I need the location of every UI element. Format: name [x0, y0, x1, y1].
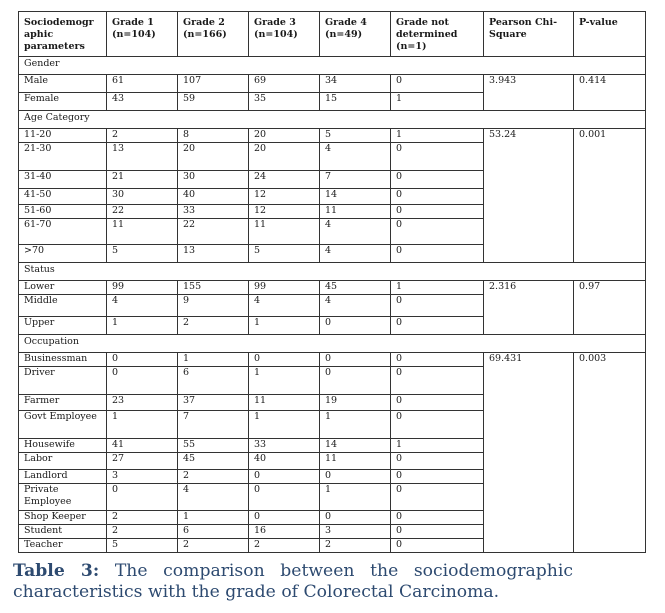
table-cell: 69 [249, 75, 320, 93]
p-value: 0.003 [574, 353, 646, 553]
p-value: 0.001 [574, 129, 646, 263]
table-cell: 33 [249, 439, 320, 453]
table-cell: 34 [320, 75, 391, 93]
table-cell: 1 [107, 411, 178, 439]
table-cell: 59 [178, 93, 249, 111]
table-cell: 20 [249, 129, 320, 143]
table-cell: 43 [107, 93, 178, 111]
table-cell: 2 [107, 511, 178, 525]
row-label: Lower [19, 281, 107, 295]
table-cell: 2 [107, 129, 178, 143]
table-cell: 5 [249, 245, 320, 263]
table-cell: 7 [178, 411, 249, 439]
table-cell: 35 [249, 93, 320, 111]
table-cell: 0 [107, 353, 178, 367]
table-cell: 11 [107, 219, 178, 245]
table-cell: 9 [178, 295, 249, 317]
table-cell: 0 [391, 171, 484, 189]
table-cell: 0 [391, 470, 484, 484]
table-cell: 0 [391, 205, 484, 219]
section-header-row [19, 111, 646, 129]
table-cell: 0 [391, 511, 484, 525]
row-label: Shop Keeper [19, 511, 107, 525]
table-cell: 5 [107, 245, 178, 263]
header-cell: P-value [574, 12, 646, 57]
row-label: >70 [19, 245, 107, 263]
row-label: Private Employee [19, 484, 107, 511]
table-cell: 0 [249, 511, 320, 525]
table-cell: 23 [107, 395, 178, 411]
table-cell: 2 [107, 525, 178, 539]
table-cell: 1 [249, 411, 320, 439]
table-cell: 0 [107, 484, 178, 511]
table-cell: 0 [391, 295, 484, 317]
p-value: 0.414 [574, 75, 646, 111]
row-label: Landlord [19, 470, 107, 484]
table-cell: 0 [391, 143, 484, 171]
header-row [19, 12, 646, 57]
table-cell: 27 [107, 453, 178, 470]
row-label: Businessman [19, 353, 107, 367]
table-cell: 45 [320, 281, 391, 295]
table-cell: 1 [391, 281, 484, 295]
chi-square-value: 2.316 [484, 281, 574, 335]
table-cell: 2 [178, 470, 249, 484]
table-cell: 22 [178, 219, 249, 245]
table-cell: 1 [178, 353, 249, 367]
section-title: Gender [19, 57, 646, 75]
table-cell: 21 [107, 171, 178, 189]
table-cell: 2 [249, 539, 320, 553]
table-cell: 0 [391, 484, 484, 511]
header-cell: Pearson Chi-Square [484, 12, 574, 57]
table-cell: 20 [249, 143, 320, 171]
table-cell: 19 [320, 395, 391, 411]
table-row [19, 353, 646, 367]
table-cell: 5 [107, 539, 178, 553]
table-cell: 11 [320, 453, 391, 470]
row-label: Driver [19, 367, 107, 395]
table-cell: 0 [249, 484, 320, 511]
table-cell: 61 [107, 75, 178, 93]
table-cell: 11 [249, 395, 320, 411]
table-cell: 0 [391, 539, 484, 553]
header-cell: Grade not determined (n=1) [391, 12, 484, 57]
data-table [18, 11, 646, 553]
table-cell: 41 [107, 439, 178, 453]
table-cell: 99 [249, 281, 320, 295]
table-cell: 4 [320, 219, 391, 245]
section-header-row [19, 335, 646, 353]
table-cell: 2 [320, 539, 391, 553]
row-label: Housewife [19, 439, 107, 453]
table-cell: 4 [320, 295, 391, 317]
row-label: 31-40 [19, 171, 107, 189]
table-cell: 1 [391, 439, 484, 453]
table-cell: 20 [178, 143, 249, 171]
table-cell: 4 [320, 143, 391, 171]
table-cell: 8 [178, 129, 249, 143]
table-cell: 4 [107, 295, 178, 317]
table-cell: 40 [249, 453, 320, 470]
table-cell: 3 [320, 525, 391, 539]
row-label: Male [19, 75, 107, 93]
table-cell: 0 [391, 75, 484, 93]
header-cell: Grade 4 (n=49) [320, 12, 391, 57]
chi-square-value: 3.943 [484, 75, 574, 111]
table-cell: 2 [178, 317, 249, 335]
table-cell: 1 [391, 129, 484, 143]
row-label: 21-30 [19, 143, 107, 171]
table-cell: 13 [107, 143, 178, 171]
table-cell: 0 [320, 353, 391, 367]
table-cell: 0 [391, 367, 484, 395]
p-value: 0.97 [574, 281, 646, 335]
table-cell: 0 [249, 353, 320, 367]
row-label: Upper [19, 317, 107, 335]
table-cell: 4 [320, 245, 391, 263]
section-header-row [19, 57, 646, 75]
row-label: 61-70 [19, 219, 107, 245]
table-body [19, 57, 646, 553]
header-cell: Grade 1 (n=104) [107, 12, 178, 57]
row-label: Farmer [19, 395, 107, 411]
row-label: 51-60 [19, 205, 107, 219]
table-cell: 0 [391, 353, 484, 367]
table-cell: 55 [178, 439, 249, 453]
table-cell: 155 [178, 281, 249, 295]
table-cell: 6 [178, 525, 249, 539]
row-label: Teacher [19, 539, 107, 553]
table-cell: 0 [320, 511, 391, 525]
header-cell: Sociodemogr aphic parameters [19, 12, 107, 57]
table-cell: 1 [178, 511, 249, 525]
section-title: Status [19, 263, 646, 281]
table-cell: 12 [249, 189, 320, 205]
chi-square-value: 53.24 [484, 129, 574, 263]
table-cell: 0 [320, 367, 391, 395]
table-cell: 1 [249, 367, 320, 395]
table-cell: 1 [320, 411, 391, 439]
table-cell: 99 [107, 281, 178, 295]
header-cell: Grade 2 (n=166) [178, 12, 249, 57]
section-title: Age Category [19, 111, 646, 129]
table-cell: 15 [320, 93, 391, 111]
row-label: Labor [19, 453, 107, 470]
section-header-row [19, 263, 646, 281]
section-title: Occupation [19, 335, 646, 353]
table-cell: 14 [320, 189, 391, 205]
table-cell: 0 [391, 245, 484, 263]
table-caption [13, 561, 573, 603]
table-cell: 0 [320, 317, 391, 335]
table-cell: 0 [249, 470, 320, 484]
chi-square-value: 69.431 [484, 353, 574, 553]
table-cell: 0 [391, 317, 484, 335]
table-cell: 2 [178, 539, 249, 553]
table-row [19, 281, 646, 295]
table-cell: 37 [178, 395, 249, 411]
row-label: Female [19, 93, 107, 111]
table-cell: 24 [249, 171, 320, 189]
table-cell: 0 [320, 470, 391, 484]
table-cell: 11 [249, 219, 320, 245]
table-cell: 0 [391, 189, 484, 205]
table-cell: 0 [391, 411, 484, 439]
table-cell: 30 [178, 171, 249, 189]
table-cell: 107 [178, 75, 249, 93]
table-cell: 33 [178, 205, 249, 219]
row-label: Student [19, 525, 107, 539]
table-cell: 45 [178, 453, 249, 470]
row-label: Middle [19, 295, 107, 317]
table-cell: 1 [107, 317, 178, 335]
table-cell: 4 [249, 295, 320, 317]
table-cell: 0 [391, 453, 484, 470]
table-cell: 3 [107, 470, 178, 484]
row-label: Govt Employee [19, 411, 107, 439]
table-cell: 14 [320, 439, 391, 453]
table-row [19, 75, 646, 93]
table-cell: 12 [249, 205, 320, 219]
table-cell: 0 [107, 367, 178, 395]
table-cell: 1 [249, 317, 320, 335]
table-cell: 30 [107, 189, 178, 205]
caption-label: Table 3: [13, 561, 100, 581]
table-cell: 6 [178, 367, 249, 395]
table-cell: 7 [320, 171, 391, 189]
row-label: 41-50 [19, 189, 107, 205]
table-cell: 1 [391, 93, 484, 111]
table-cell: 0 [391, 525, 484, 539]
table-cell: 22 [107, 205, 178, 219]
table-cell: 4 [178, 484, 249, 511]
table-cell: 0 [391, 219, 484, 245]
caption-text: The comparison between the sociodemographic characteristics with the grade of Colorectal Carcinoma. [13, 561, 573, 602]
table-cell: 5 [320, 129, 391, 143]
row-label: 11-20 [19, 129, 107, 143]
table-cell: 11 [320, 205, 391, 219]
header-cell: Grade 3 (n=104) [249, 12, 320, 57]
table-cell: 1 [320, 484, 391, 511]
table-row [19, 129, 646, 143]
table-cell: 0 [391, 395, 484, 411]
table-cell: 16 [249, 525, 320, 539]
table-cell: 40 [178, 189, 249, 205]
table-cell: 13 [178, 245, 249, 263]
